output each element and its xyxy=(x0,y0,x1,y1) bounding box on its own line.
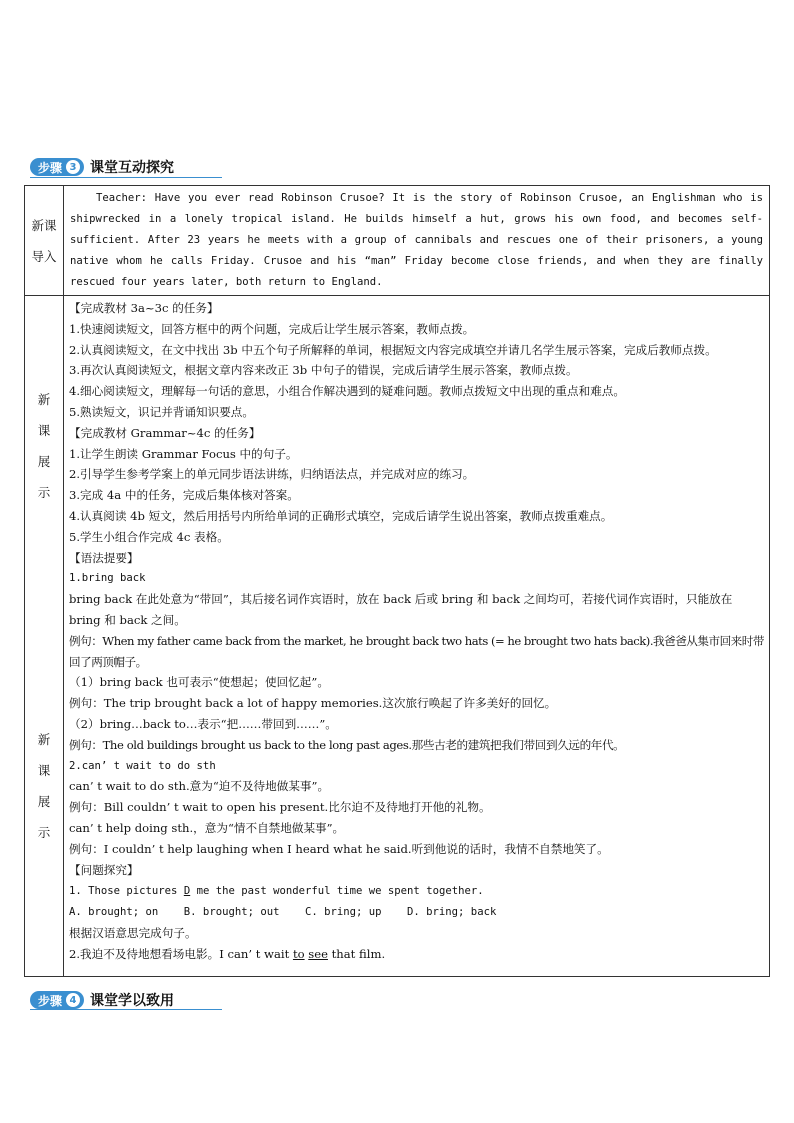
grammar-line: （1）bring back 也可表示“使想起；使回忆起”。 xyxy=(69,675,329,690)
step4-title: 课堂学以致用 xyxy=(90,993,175,1009)
section-heading: 【语法提要】 xyxy=(69,550,139,565)
step3-title: 课堂互动探究 xyxy=(90,160,175,176)
example-line: 例句：The old buildings brought us back to the long past ages.那些古老的建筑把我们带回到久远的年代。 xyxy=(69,737,625,752)
q1-answer: D xyxy=(183,885,191,898)
q2-text: 2.我迫不及待地想看场电影。I can’ t wait xyxy=(69,946,293,961)
intro-row xyxy=(25,186,770,296)
step4-number: 4 xyxy=(66,993,80,1007)
task-line: 5.熟读短文，识记并背诵知识要点。 xyxy=(69,404,254,419)
example-line: 例句：When my father came back from the market, he brought back two hats (= he brought two hats back).我爸爸从集市回来时带回了两顶帽子。 xyxy=(69,633,764,669)
task-line: 2.认真阅读短文，在文中找出 3b 中五个句子所解释的单词，根据短文内容完成填空并请几名学生展示答案，完成后教师点拨。 xyxy=(69,342,717,357)
show-label-char: 展 xyxy=(37,454,51,469)
grammar-point: 2.can’ t wait to do sth xyxy=(69,759,216,772)
grammar-line: can’ t help doing sth.，意为“情不自禁地做某事”。 xyxy=(69,820,345,835)
step4-badge xyxy=(30,991,84,1009)
show-label-2 xyxy=(25,596,63,976)
intro-paragraph: Teacher: Have you ever read Robinson Crusoe? It is the story of Robinson Crusoe, an Englishman who is shipwrecked in a lonely tropical island. He builds himself a hut, grows his own food, and becomes self-sufficient. After 23 years he meets with a group of cannibals and rescues one of their prisoners, a young native whom he calls Friday. Crusoe and his “man” Friday become close friends, and when they are finally rescued four years later, both return to England. xyxy=(70,192,763,288)
step3-number: 3 xyxy=(66,160,80,174)
lesson-table xyxy=(24,185,770,977)
example-line: 例句：Bill couldn’ t wait to open his present.比尔迫不及待地打开他的礼物。 xyxy=(69,800,491,815)
task-line: 1.让学生朗读 Grammar Focus 中的句子。 xyxy=(69,446,298,461)
task-line: 1.快速阅读短文，回答方框中的两个问题，完成后让学生展示答案，教师点拨。 xyxy=(69,321,475,336)
show-label-char: 课 xyxy=(37,423,51,438)
question-2 xyxy=(69,944,764,965)
show-label-char: 新 xyxy=(37,392,51,407)
intro-label xyxy=(25,186,64,296)
task-line: 2.引导学生参考学案上的单元同步语法讲练，归纳语法点，并完成对应的练习。 xyxy=(69,467,475,482)
intro-label-line: 新课 xyxy=(31,217,57,233)
task-line: 3.再次认真阅读短文，根据文章内容来改正 3b 中句子的错误，完成后请学生展示答案，教师点拨。 xyxy=(69,363,578,378)
task-line: 3.完成 4a 中的任务，完成后集体核对答案。 xyxy=(69,488,299,503)
q2-text: that film. xyxy=(327,946,386,961)
show-label-cell xyxy=(25,296,64,977)
show-content xyxy=(64,296,770,977)
q2-answer: to xyxy=(292,946,305,961)
step4-underline xyxy=(30,1009,222,1010)
section-heading: 【完成教材 3a~3c 的任务】 xyxy=(69,301,219,315)
show-label-char: 新 xyxy=(37,732,51,747)
q1-text: 1. Those pictures xyxy=(69,885,184,898)
q2-answer: see xyxy=(308,946,328,961)
intro-text xyxy=(64,186,770,296)
example-line: 例句：I couldn’ t help laughing when I heard what he said.听到他说的话时，我情不自禁地笑了。 xyxy=(69,841,609,856)
step3-underline xyxy=(30,177,222,178)
step3-badge xyxy=(30,158,84,176)
intro-label-line: 导入 xyxy=(31,248,57,264)
show-label-char: 示 xyxy=(37,825,51,840)
example-line: 例句：The trip brought back a lot of happy memories.这次旅行唤起了许多美好的回忆。 xyxy=(69,696,557,711)
show-row xyxy=(25,296,770,977)
show-label-char: 课 xyxy=(37,763,51,778)
q1-text: me the past wonderful time we spent together. xyxy=(190,885,484,898)
show-label-char: 展 xyxy=(37,794,51,809)
section-heading: 【完成教材 Grammar~4c 的任务】 xyxy=(69,425,261,440)
q2-instruction: 根据汉语意思完成句子。 xyxy=(69,925,197,940)
task-line: 5.学生小组合作完成 4c 表格。 xyxy=(69,529,229,544)
task-line: 4.细心阅读短文，理解每一句话的意思，小组合作解决遇到的疑难问题。教师点拨短文中出现的重点和难点。 xyxy=(69,384,625,399)
grammar-line: （2）bring…back to…表示“把……带回到……”。 xyxy=(69,716,337,731)
task-line: 4.认真阅读 4b 短文，然后用括号内所给单词的正确形式填空，完成后请学生说出答案，教师点拨重难点。 xyxy=(69,508,613,523)
step4-header xyxy=(30,990,174,1010)
grammar-line: bring back 在此处意为“带回”，其后接名词作宾语时，放在 back 后或 bring 和 back 之间均可，若接代词作宾语时，只能放在 bring 和 back 之间。 xyxy=(69,592,733,627)
step4-label: 步骤 xyxy=(38,993,63,1008)
section-heading: 【问题探究】 xyxy=(69,862,139,877)
step3-label: 步骤 xyxy=(38,160,63,175)
show-label-1 xyxy=(25,296,63,596)
step3-header xyxy=(30,157,174,177)
grammar-line: can’ t wait to do sth.意为“迫不及待地做某事”。 xyxy=(69,779,330,794)
q1-options: A. brought; on B. brought; out C. bring; up D. bring; back xyxy=(69,906,497,919)
question-1 xyxy=(69,880,764,902)
grammar-point: 1.bring back xyxy=(69,572,146,585)
show-label-char: 示 xyxy=(37,485,51,500)
